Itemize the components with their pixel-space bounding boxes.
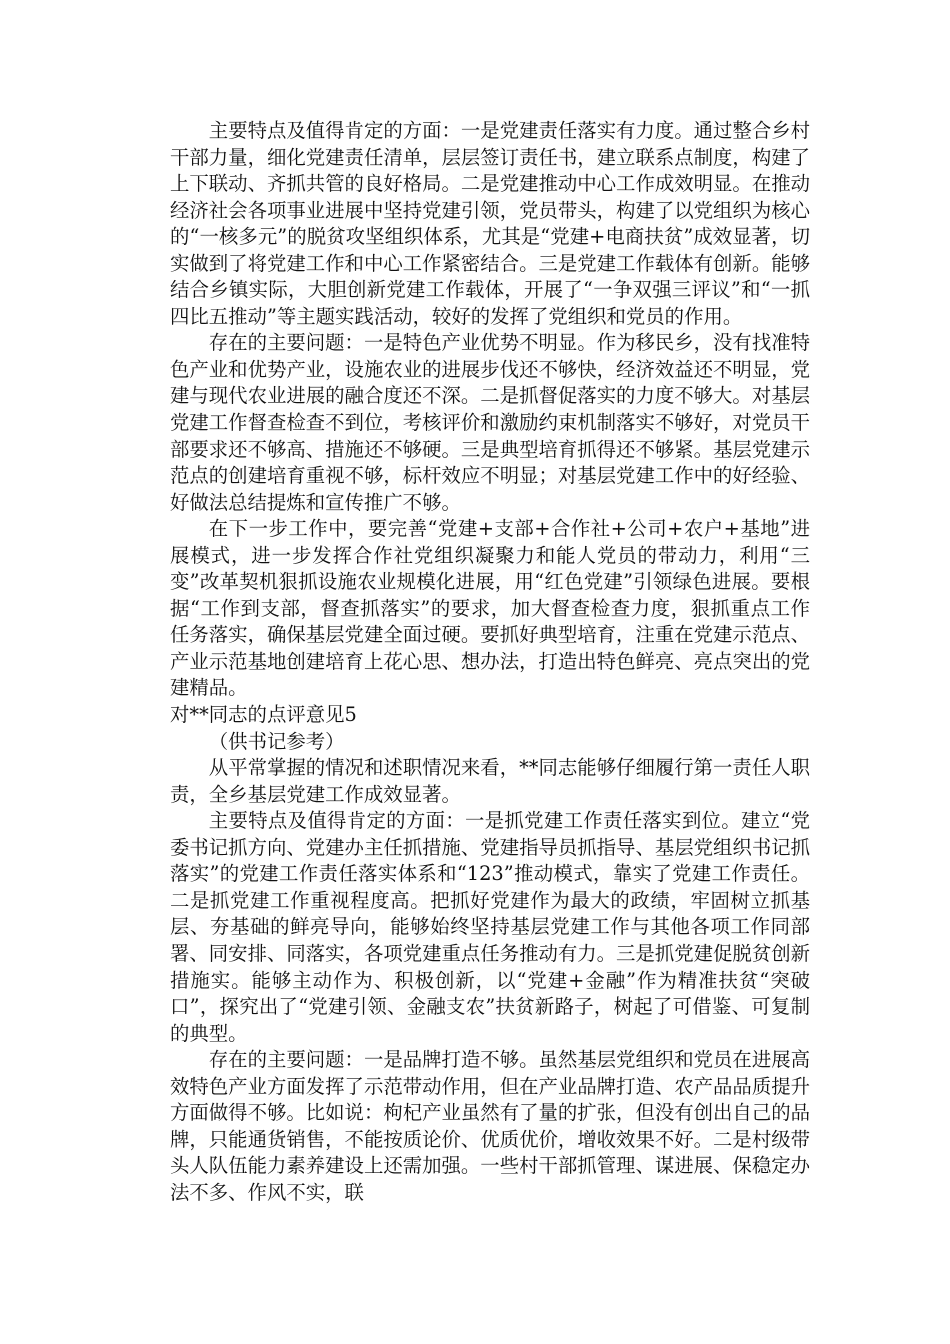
document-body xyxy=(170,118,810,1206)
paragraph-overview: 从平常掌握的情况和述职情况来看，**同志能够仔细履行第一责任人职责，全乡基层党建工作成效显著。 xyxy=(170,756,810,806)
paragraph-next-steps: 在下一步工作中，要完善“党建+支部+合作社+公司+农户+基地”进展模式，进一步发挥合作社党组织凝聚力和能人党员的带动力，利用“三变”改革契机狠抓设施农业规模化进展，用“红色党建”引领绿色进展。要根据“工作到支部，督查抓落实”的要求，加大督查检查力度，狠抓重点工作任务落实，确保基层党建全面过硬。要抓好典型培育，注重在党建示范点、产业示范基地创建培育上花心思、想办法，打造出特色鲜亮、亮点突出的党建精品。 xyxy=(170,517,810,700)
paragraph-strengths-1: 主要特点及值得肯定的方面：一是党建责任落实有力度。通过整合乡村干部力量，细化党建责任清单，层层签订责任书，建立联系点制度，构建了上下联动、齐抓共管的良好格局。二是党建推动中心工作成效明显。在推动经济社会各项事业进展中坚持党建引领，党员带头，构建了以党组织为核心的“一核多元”的脱贫攻坚组织体系，尤其是“党建+电商扶贫”成效显著，切实做到了将党建工作和中心工作紧密结合。三是党建工作载体有创新。能够结合乡镇实际，大胆创新党建工作载体，开展了“一争双强三评议”和“一抓四比五推动”等主题实践活动，较好的发挥了党组织和党员的作用。 xyxy=(170,119,810,328)
paragraph-problems-1: 存在的主要问题：一是特色产业优势不明显。作为移民乡，没有找准特色产业和优势产业，设施农业的进展步伐还不够快，经济效益还不明显，党建与现代农业进展的融合度还不深。二是抓督促落实的力度不够大。对基层党建工作督查检查不到位，考核评价和激励约束机制落实不够好，对党员干部要求还不够高、措施还不够硬。三是典型培育抓得还不够紧。基层党建示范点的创建培育重视不够，标杆效应不明显；对基层党建工作中的好经验、好做法总结提炼和宣传推广不够。 xyxy=(170,331,810,514)
section-heading: 对**同志的点评意见5 xyxy=(170,703,357,727)
paragraph-problems-2: 存在的主要问题：一是品牌打造不够。虽然基层党组织和党员在进展高效特色产业方面发挥了示范带动作用，但在产业品牌打造、农产品品质提升方面做得不够。比如说：枸杞产业虽然有了量的扩张，但没有创出自己的品牌，只能通货销售，不能按质论价、优质优价，增收效果不好。二是村级带头人队伍能力素养建设上还需加强。一些村干部抓管理、谋进展、保稳定办法不多、作风不实，联 xyxy=(170,1048,810,1204)
reference-note: （供书记参考） xyxy=(208,729,345,753)
paragraph-strengths-2: 主要特点及值得肯定的方面：一是抓党建工作责任落实到位。建立“党委书记抓方向、党建办主任抓措施、党建指导员抓指导、基层党组织书记抓落实”的党建工作责任落实体系和“123”推动模式，靠实了党建工作责任。二是抓党建工作重视程度高。把抓好党建作为最大的政绩，牢固树立抓基层、夯基础的鲜亮导向，能够始终坚持基层党建工作与其他各项工作同部署、同安排、同落实，各项党建重点任务推动有力。三是抓党建促脱贫创新措施实。能够主动作为、积极创新，以“党建+金融”作为精准扶贫“突破口”，探究出了“党建引领、金融支农”扶贫新路子，树起了可借鉴、可复制的典型。 xyxy=(170,809,810,1045)
